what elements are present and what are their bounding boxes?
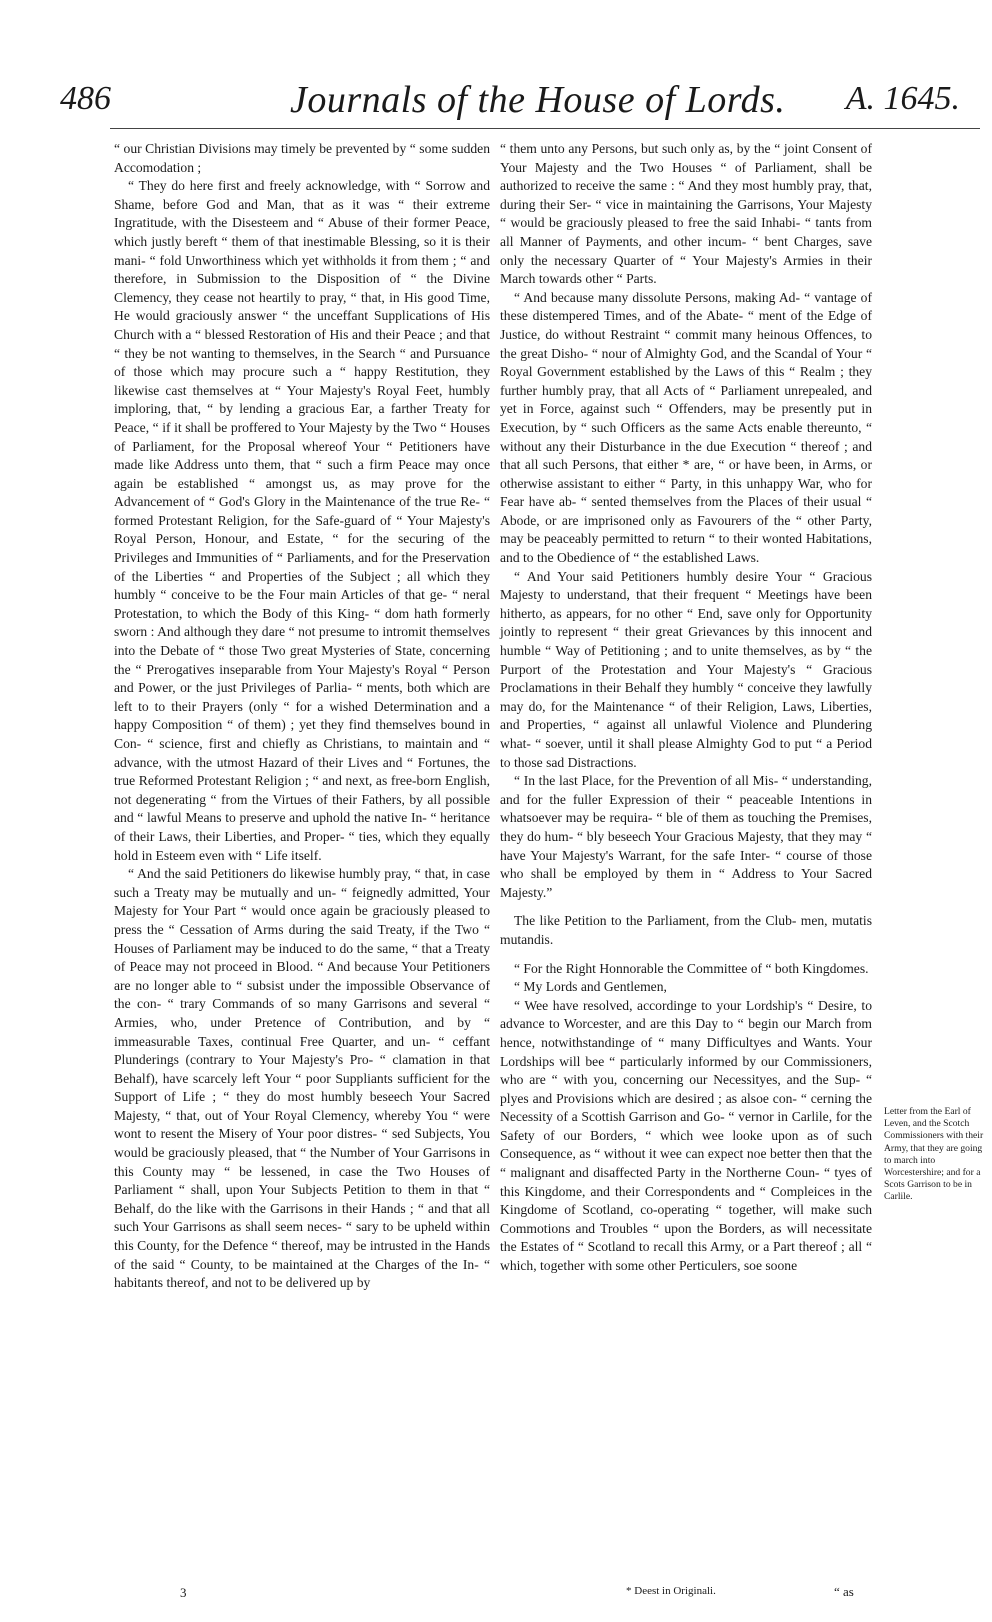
right-column (500, 140, 872, 1276)
page-title: Journals of the House of Lords. (290, 79, 786, 121)
letter-body: “ Wee have resolved, accordinge to your Lordship's “ Desire, to advance to Worcester, and are this Day to “ begin our March from hence, notwithstandinge of “ many Difficultyes and Wants. Your Lordships will bee “ particularly informed by our Commissioners, who are “ with you, concerning our Necessityes, and the Sup- “ plyes and Provisions which are desired ; as alsoe con- “ cerning the Necessity of a Scottish Garrison and Go- “ vernor in Carlile, for the Safety of our Borders, “ which wee looke upon as of such Consequence, as “ without it wee can expect noe better then that the “ malignant and disaffected Party in the Northerne Coun- “ tyes of this Kingdome, and their Correspondents and “ Compleices in the Kingdome of Scotland, co-operating “ together, will make such Commotions and Troubles “ upon the Borders, as will necessitate the Estates of “ Scotland to recall this Army, or a Part thereof ; all “ which, together with some other Perticulers, soe soone (500, 997, 872, 1274)
paragraph: “ them unto any Persons, but such only as, by the “ joint Consent of Your Majesty and the Two Houses “ of Parliament, shall be authorized to receive the same : “ And they most humbly pray, that, during their Ser- “ vice in maintaining the Garrisons, Your Majesty “ would be graciously pleased to free the said Inhabi- “ tants from all Manner of Payments, and other incum- “ bent Charges, save only the necessary Quarter of “ Your Majesty's Armies in their March towards other “ Parts. (500, 141, 872, 287)
margin-note: Letter from the Earl of Leven, and the Scotch Commissioners with their Army, that they are going to march into Worcestershire; and for a Scots Garrison to be in Carlile. (884, 1106, 984, 1203)
paragraph: “ In the last Place, for the Prevention of all Mis- “ understanding, and for the fuller Expression of their “ peaceable Intentions in whatsoever may be requira- “ ble of them as touching the Premises, they do hum- “ bly beseech Your Gracious Majesty, that they may “ have Your Majesty's Warrant, for the safe Inter- “ course of those who shall be employed by them in “ Address to Your Sacred Majesty.” (500, 773, 872, 900)
petition-note: The like Petition to the Parliament, from the Club- men, mutatis mutandis. (500, 913, 872, 947)
paragraph: “ And because many dissolute Persons, making Ad- “ vantage of these distempered Times, and of the Abate- “ ment of the Edge of Justice, do without Restraint “ commit many heinous Offences, to the great Disho- “ nour of Almighty God, and the Scandal of Your “ Royal Government established by the Laws of this “ Realm ; they further humbly pray, that all Acts of “ Parliament unrepealed, and yet in Force, against such “ Offenders, may be presently put in Execution, by “ such Officers as the same Acts enable thereunto, “ without any their Disturbance in the due Execution “ thereof ; and that all such Persons, that either * are, “ or have been, in Arms, or otherwise assistant to either “ Party, in this unhappy War, who for Fear have ab- “ sented themselves from the Places of their usual “ Abode, or are imprisoned only as Favourers of the “ other Party, may be peaceably permitted to return “ to their wonted Habitations, and to the Obedience of “ the established Laws. (500, 289, 872, 566)
catchword: “ as (834, 1584, 854, 1599)
left-column (114, 140, 490, 1293)
letter-salutation: “ My Lords and Gentlemen, (514, 979, 667, 995)
signature-mark: 3 (180, 1585, 187, 1600)
page-number: 486 (60, 80, 111, 117)
letter-address: “ For the Right Honnorable the Committee of “ both Kingdomes. (514, 960, 869, 976)
paragraph: “ They do here first and freely acknowledge, with “ Sorrow and Shame, before God and Man, that as it was “ their extreme Ingratitude, with the Disesteem and “ Abuse of their former Peace, which justly bereft “ them of that inestimable Blessing, so it is their mani- “ fold Unworthiness which yet withholds it from them ; “ and therefore, in Submission to the Disposition of “ the Divine Clemency, they cease not heartily to pray, “ that, in His good Time, He would graciously answer “ the unceffant Supplications of His Church with a “ blessed Restoration of His and their Peace ; and that “ they be not wanting to themselves, in the Search “ and Pursuance of those which may procure such a “ happy Restitution, they likewise cast themselves at “ Your Majesty's Royal Feet, humbly imploring, that, “ by lending a gracious Ear, a farther Treaty for Peace, “ if it shall be proffered to Your Majesty by the Two “ Houses of Parliament, for the Proposal whereof Your “ Petitioners have made like Address unto them, that “ such a firm Peace may once again be established “ amongst us, as may prove for the Advancement of “ God's Glory in the Maintenance of the true Re- “ formed Protestant Religion, for the Safe-guard of “ Your Majesty's Royal Person, Honour, and Estate, “ for the securing of the Privileges and Immunities of “ Parliaments, and for the Preservation of the Liberties “ and Properties of the Subject ; all which they humbly “ conceive to be the Four main Articles of that ge- “ neral Protestation, to which the Body of this King- “ dom hath formerly sworn : And although they dare “ not presume to intromit themselves into the Debate of “ those Two great Mysteries of State, concerning the “ Prerogatives inseparable from Your Majesty's Royal “ Person and Power, or the just Privileges of Parlia- “ ments, both which are left to to their Prayers (only “ for a wished Determination and a happy Composition “ of them) ; yet they find themselves bound in Con- “ science, first and chiefly as Christians, to maintain and “ advance, with the utmost Hazard of their Lives and “ Fortunes, the true Reformed Protestant Religion ; “ and next, as free-born English, not degenerating “ from the Virtues of their Fathers, by all possible and “ lawful Means to preserve and uphold the native In- “ heritance of their Laws, their Liberties, and Proper- “ ties, which they equally hold in Esteem even with “ Life itself. (114, 178, 490, 863)
header-rule (110, 128, 980, 129)
page-header (60, 78, 960, 130)
year-heading: A. 1645. (845, 80, 960, 117)
paragraph: “ our Christian Divisions may timely be prevented by “ some sudden Accomodation ; (114, 141, 490, 175)
paragraph: “ And Your said Petitioners humbly desire Your “ Gracious Majesty to understand, that their frequent “ Meetings have been hitherto, as appears, for no other “ End, save only for Opportunity jointly to represent “ their great Grievances by this innocent and humble “ Way of Petitioning ; and to unite themselves, as by “ the Purport of the Protestation and Your Majesty's “ Gracious Proclamations in their Behalf they humbly “ conceive they lawfully may do, for the Maintenance “ of their Religion, Laws, Liberties, and Properties, “ against all unlawful Violence and Plundering what- “ soever, until it shall please Almighty God to put “ a Period to those sad Distractions. (500, 568, 872, 770)
paragraph: “ And the said Petitioners do likewise humbly pray, “ that, in case such a Treaty may be mutually and un- “ feignedly admitted, Your Majesty for Your Part “ would once again be graciously pleased to press the “ Cessation of Arms during the said Treaty, if the Two “ Houses of Parliament may be induced to do the same, “ that a Treaty of Peace may not proceed in Blood. “ And because Your Petitioners are no longer able to “ subsist under the impossible Observance of the con- “ trary Commands of so many Garrisons and several “ Armies, who, under Pretence of Contribution, and by “ immeasurable Taxes, continual Free Quarter, and un- “ ceffant Plunderings (contrary to Your Majesty's Pro- “ clamation in that Behalf), have scarcely left Your “ poor Suppliants sufficient for the Support of Life ; “ they do most humbly beseech Your Sacred Majesty, “ that, out of Your Royal Clemency, whereby You “ were wont to resent the Misery of Your poor distres- “ sed Subjects, You would be graciously pleased, that “ the Number of Your Garrisons in this County may “ be lessened, in case the Two Houses of Parliament “ shall, upon Your Subjects Petition to them in that “ Behalf, do the like with the Garrisons in their Hands ; “ and that all such Your Garrisons as shall seem neces- “ sary to be upheld within this County, for the Defence “ thereof, may be intrusted in the Hands of the said “ County, to be maintained at the Charges of the In- “ habitants thereof, and not to be delivered up by (114, 866, 490, 1291)
footnote: * Deest in Originali. (626, 1585, 716, 1597)
